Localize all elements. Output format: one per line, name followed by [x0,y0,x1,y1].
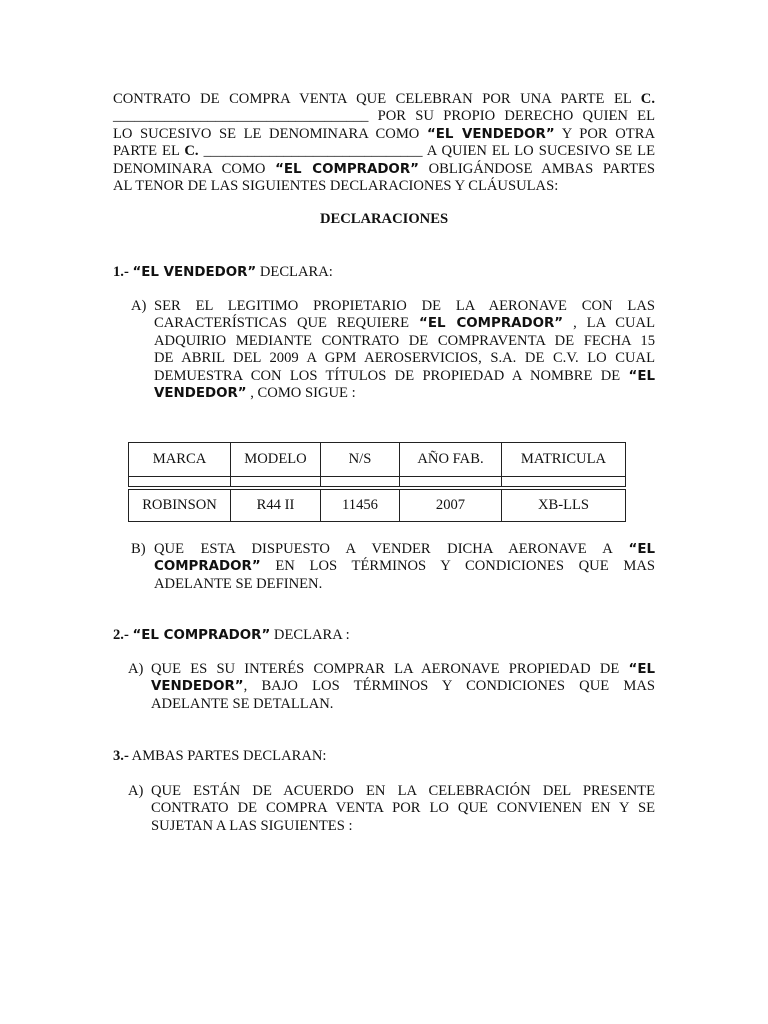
data-cell: ROBINSON [129,490,231,522]
header-cell: MARCA [129,443,231,477]
data-cell: 11456 [321,490,400,522]
aircraft-header-table [128,442,626,487]
header-cell: N/S [321,443,400,477]
intro-paragraph [113,91,655,195]
spacer-cell [129,477,231,487]
item-line: ADELANTE SE DETALLAN. [151,695,334,712]
item-line: VENDEDOR”, BAJO LOS TÉRMINOS Y CONDICIONES QUE MAS [151,678,655,695]
intro-line: DENOMINARA COMO “EL COMPRADOR” OBLIGÁNDOSE AMBAS PARTES [113,160,656,177]
item-label: A) [131,298,147,314]
data-cell: R44 II [231,490,321,522]
intro-line: PARTE EL C. ______________________________ A QUIEN EL LO SUCESIVO SE LE [113,143,655,160]
section-2-title: 2.- “EL COMPRADOR” DECLARA : [113,627,350,643]
item-label: A) [128,783,144,799]
item-line: CONTRATO DE COMPRA VENTA POR LO QUE CONVIENEN EN Y SE [151,800,655,817]
declarations-heading: DECLARACIONES [319,211,449,227]
item-label: A) [128,661,144,677]
item-line: ADQUIRIO MEDIANTE CONTRATO DE COMPRAVENTA DE FECHA 15 [154,332,655,349]
item-line: DEMUESTRA CON LOS TÍTULOS DE PROPIEDAD A NOMBRE DE “EL [154,367,655,384]
spacer-cell [321,477,400,487]
header-cell: MATRICULA [502,443,626,477]
spacer-cell [231,477,321,487]
intro-line: ___________________________________ POR SU PROPIO DERECHO QUIEN EL [113,108,656,125]
item-line: QUE ESTA DISPUESTO A VENDER DICHA AERONAVE A “EL [154,541,655,557]
item-label: B) [131,541,146,557]
header-cell: MODELO [231,443,321,477]
header-cell: AÑO FAB. [400,443,502,477]
item-line: SUJETAN A LAS SIGUIENTES : [151,817,353,834]
intro-line: LO SUCESIVO SE LE DENOMINARA COMO “EL VENDEDOR” Y POR OTRA [113,125,655,142]
item-line: VENDEDOR” , COMO SIGUE : [154,385,356,402]
data-cell: 2007 [400,490,502,522]
item-line: QUE ES SU INTERÉS COMPRAR LA AERONAVE PROPIEDAD DE “EL [151,661,655,677]
item-line: SER EL LEGITIMO PROPIETARIO DE LA AERONAVE CON LAS [154,298,655,314]
data-cell: XB-LLS [502,490,626,522]
item-line: QUE ESTÁN DE ACUERDO EN LA CELEBRACIÓN DEL PRESENTE [151,783,655,799]
section-1-title: 1.- “EL VENDEDOR” DECLARA: [113,264,333,280]
spacer-cell [502,477,626,487]
section-3-title: 3.- AMBAS PARTES DECLARAN: [113,748,327,764]
item-line: CARACTERÍSTICAS QUE REQUIERE “EL COMPRADOR” , LA CUAL [154,315,656,332]
item-line: COMPRADOR” EN LOS TÉRMINOS Y CONDICIONES QUE MAS [154,558,655,575]
item-line: DE ABRIL DEL 2009 A GPM AEROSERVICIOS, S.A. DE C.V. LO CUAL [154,350,655,367]
intro-line: AL TENOR DE LAS SIGUIENTES DECLARACIONES Y CLÁUSULAS: [113,178,559,195]
aircraft-data-table [128,489,626,522]
spacer-cell [400,477,502,487]
intro-line: CONTRATO DE COMPRA VENTA QUE CELEBRAN POR UNA PARTE EL C. [113,91,655,107]
item-line: ADELANTE SE DEFINEN. [154,575,323,592]
